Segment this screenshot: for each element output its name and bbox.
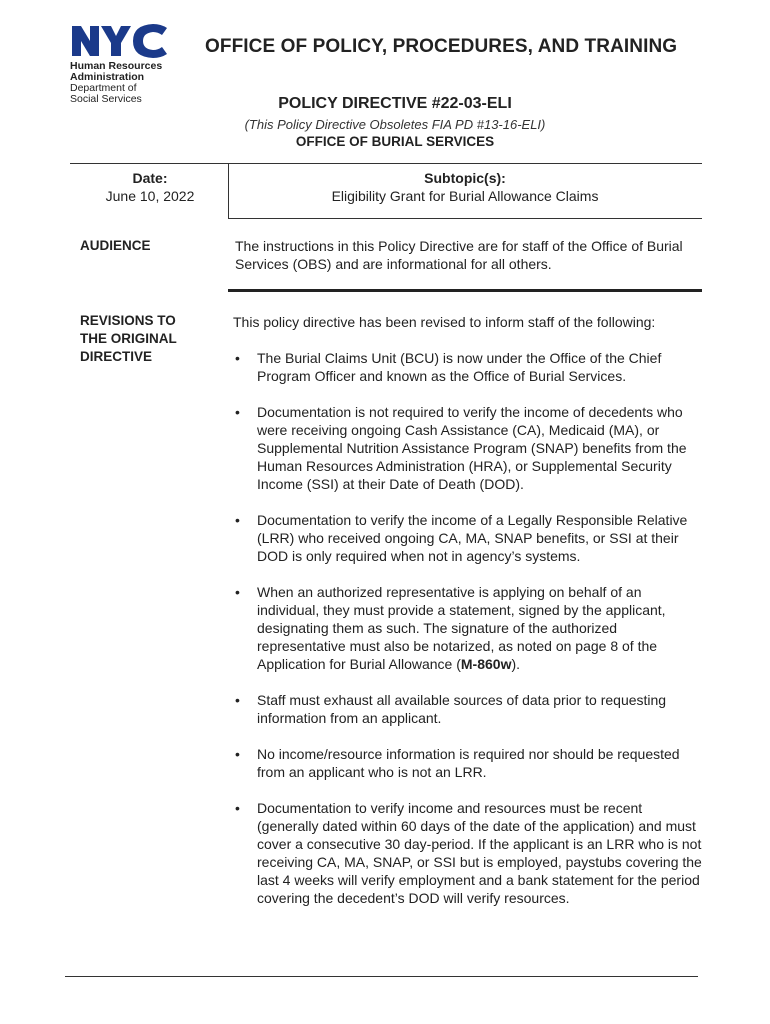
bullet-icon: • [235,746,240,762]
bullet-text: Documentation to verify the income of a Legally Responsible Relative (LRR) who received ongoing CA, MA, SNAP benefits, or SSI at their DOD is only required when not in agency’s systems. [257,512,688,564]
audience-text: The instructions in this Policy Directive are for staff of the Office of Burial Services (OBS) and are informational for all others. [235,238,683,272]
bullet-icon: • [235,692,240,708]
revisions-label-line-2: THE ORIGINAL [80,331,177,346]
logo-department-line-1: Department of [70,82,137,94]
office-name: OFFICE OF BURIAL SERVICES [295,134,495,149]
nyc-logo-mark [70,24,170,58]
bullet-icon: • [235,350,240,366]
date-value: June 10, 2022 [105,188,195,204]
form-number: M-860w [460,656,512,672]
bullet-text [257,584,666,672]
meta-top-rule [70,163,702,164]
logo-agency-line-2: Administration [70,71,145,83]
subtopic-label: Subtopic(s): [424,170,506,186]
logo-agency-line-1: Human Resources [70,60,163,72]
list-item [232,583,702,673]
revisions-label-line-3: DIRECTIVE [80,349,153,364]
bullet-text: Documentation to verify income and resources must be recent (generally dated within 60 days of the date of the application) and must cover a consecutive 30 day-period. If the applicant is an LRR who is not receiving CA, MA, SNAP, or SSI but is employed, paystubs covering the last 4 weeks will verify employment and a bank statement for the period covering the decedent’s DOD will verify resources. [257,800,702,906]
footer-rule [65,976,698,977]
subtopic-value: Eligibility Grant for Burial Allowance Claims [331,188,599,204]
authorized-rep-text-end: ). [511,656,521,672]
office-title: OFFICE OF POLICY, PROCEDURES, AND TRAINING [205,36,678,57]
authorized-rep-text: When an authorized representative is applying on behalf of an individual, they must provide a statement, signed by the applicant, designating them as such. The signature of the authorized representative must also be notarized, as noted on page 8 of the Application for Burial Allowance ( [257,584,666,672]
list-item [232,511,702,565]
revisions-label [80,312,220,366]
bullet-icon: • [235,584,240,600]
audience-divider [228,289,702,292]
list-item [232,403,702,493]
obsoletes-note: (This Policy Directive Obsoletes FIA PD #13-16-ELI) [244,117,546,132]
bullet-text: No income/resource information is required nor should be requested from an applicant who is not an LRR. [257,746,680,780]
revisions-label-line-1: REVISIONS TO [80,313,176,328]
bullet-text: Documentation is not required to verify the income of decedents who were receiving ongoing Cash Assistance (CA), Medicaid (MA), or Supplemental Nutrition Assistance Program (SNAP) benefits from the Human Resources Administration (HRA), or Supplemental Security Income (SSI) at their Date of Death (DOD). [257,404,687,492]
logo-department-line-2: Social Services [70,93,142,105]
audience-label: AUDIENCE [80,238,151,253]
revisions-bullet-list [232,349,702,907]
bullet-icon: • [235,512,240,528]
list-item [232,691,702,727]
date-label: Date: [132,170,168,186]
list-item [232,799,702,907]
directive-title: POLICY DIRECTIVE #22-03-ELI [278,95,512,112]
meta-bottom-rule [228,218,702,219]
meta-column-divider [228,163,229,219]
bullet-text: The Burial Claims Unit (BCU) is now under the Office of the Chief Program Officer and known as the Office of Burial Services. [257,350,662,384]
bullet-text: Staff must exhaust all available sources of data prior to requesting information from an applicant. [257,692,667,726]
revisions-intro: This policy directive has been revised to inform staff of the following: [233,314,656,330]
list-item [232,745,702,781]
bullet-icon: • [235,800,240,816]
nyc-hra-logo [70,24,180,105]
list-item [232,349,702,385]
bullet-icon: • [235,404,240,420]
